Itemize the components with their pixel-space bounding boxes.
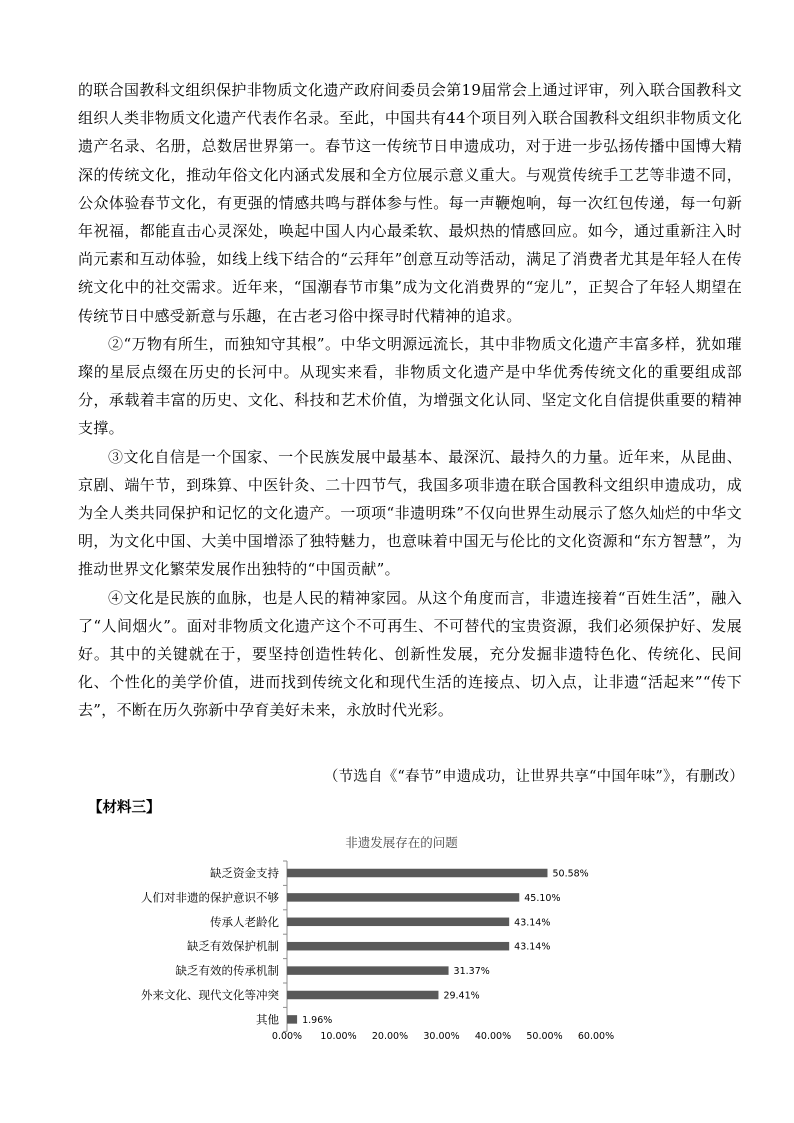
paragraph-1: 的联合国教科文组织保护非物质文化遗产政府间委员会第19届常会上通过评审，列入联合国教科文组织人类非物质文化遗产代表作名录。至此，中国共有44个项目列入联合国教科文组织非物质文化遗产名录、名册，总数居世界第一。春节这一传统节日申遗成功，对于进一步弘扬传播中国博大精深的传统文化，推动年俗文化内涵式发展和全方位展示意义重大。与观赏传统手工艺等非遗不同，公众体验春节文化，有更强的情感共鸣与群体参与性。每一声鞭炮响，每一次红包传递，每一句新年祝福，都能直击心灵深处，唤起中国人内心最柔软、最炽热的情感回应。如今，通过重新注入时尚元素和互动体验，如线上线下结合的“云拜年”创意互动等活动，满足了消费者尤其是年轻人在传统文化中的社交需求。近年来，“国潮春节市集”成为文化消费界的“宠儿”，正契合了年轻人期望在传统节日中感受新意与乐趣，在古老习俗中探寻时代精神的追求。 xyxy=(78,81,742,325)
category-label: 人们对非遗的保护意识不够 xyxy=(141,890,279,905)
bar-chart xyxy=(100,825,630,1050)
category-label: 其他 xyxy=(256,1012,279,1027)
value-label: 50.58% xyxy=(552,868,589,880)
value-label: 29.41% xyxy=(443,990,480,1002)
x-tick-label: 40.00% xyxy=(474,1031,512,1042)
paragraph-4: ④文化是民族的血脉，也是人民的精神家园。从这个角度而言，非遗连接着“百姓生活”，融入了“人间烟火”。面对非物质文化遗产这个不可再生、不可替代的宝贵资源，我们必须保护好、发展好。其中的关键就在于，要坚持创造性转化、创新性发展，充分发掘非遗特色化、传统化、民间化、个性化的美学价值，进而找到传统文化和现代生活的连接点、切入点，让非遗“活起来”“传下去”，不断在历久弥新中孕育美好未来，永放时代光彩。 xyxy=(78,588,742,720)
x-tick-label: 50.00% xyxy=(526,1031,563,1042)
bar xyxy=(287,1015,297,1024)
x-tick-label: 20.00% xyxy=(371,1031,409,1042)
bar xyxy=(287,942,509,951)
paragraph-3: ③文化自信是一个国家、一个民族发展中最基本、最深沉、最持久的力量。近年来，从昆曲、京剧、端午节，到珠算、中医针灸、二十四节气，我国多项非遗在联合国教科文组织申遗成功，成为全人类共同保护和记忆的文化遗产。一项项“非遗明珠”不仅向世界生动展示了悠久灿烂的中华文明，为文化中国、大美中国增添了独特魅力，也意味着中国无与伦比的文化资源和“东方智慧”，为推动世界文化繁荣发展作出独特的“中国贡献”。 xyxy=(78,447,742,579)
value-label: 1.96% xyxy=(302,1014,333,1026)
category-label: 传承人老龄化 xyxy=(210,914,279,929)
bar xyxy=(287,991,438,1000)
x-tick-label: 30.00% xyxy=(423,1031,460,1042)
x-tick-label: 0.00% xyxy=(271,1031,303,1042)
category-label: 缺乏有效的传承机制 xyxy=(175,963,279,978)
bar xyxy=(287,918,509,927)
value-label: 43.14% xyxy=(514,917,551,929)
category-label: 外来文化、现代文化等冲突 xyxy=(141,988,279,1002)
bar xyxy=(287,893,519,902)
chart-title: 非遗发展存在的问题 xyxy=(345,835,458,850)
category-label: 缺乏有效保护机制 xyxy=(187,939,279,954)
value-label: 31.37% xyxy=(453,966,490,978)
x-tick-label: 60.00% xyxy=(577,1031,615,1042)
paragraph-2: ②“万物有所生，而独知守其根”。中华文明源远流长，其中非物质文化遗产丰富多样，犹如璀璨的星辰点缀在历史的长河中。从现实来看，非物质文化遗产是中华优秀传统文化的重要组成部分，承载着丰富的历史、文化、科技和艺术价值，为增强文化认同、坚定文化自信提供重要的精神支撑。 xyxy=(78,334,742,438)
material-label: 【材料三】 xyxy=(88,799,161,816)
x-tick-label: 10.00% xyxy=(320,1031,357,1042)
bar xyxy=(287,869,547,878)
value-label: 43.14% xyxy=(514,941,551,953)
article-body xyxy=(78,76,742,725)
category-label: 缺乏资金支持 xyxy=(210,866,279,880)
value-label: 45.10% xyxy=(524,892,561,904)
bar xyxy=(287,966,449,975)
source-note: （节选自《“春节”申遗成功，让世界共享“中国年味”》，有删改） xyxy=(323,769,744,785)
